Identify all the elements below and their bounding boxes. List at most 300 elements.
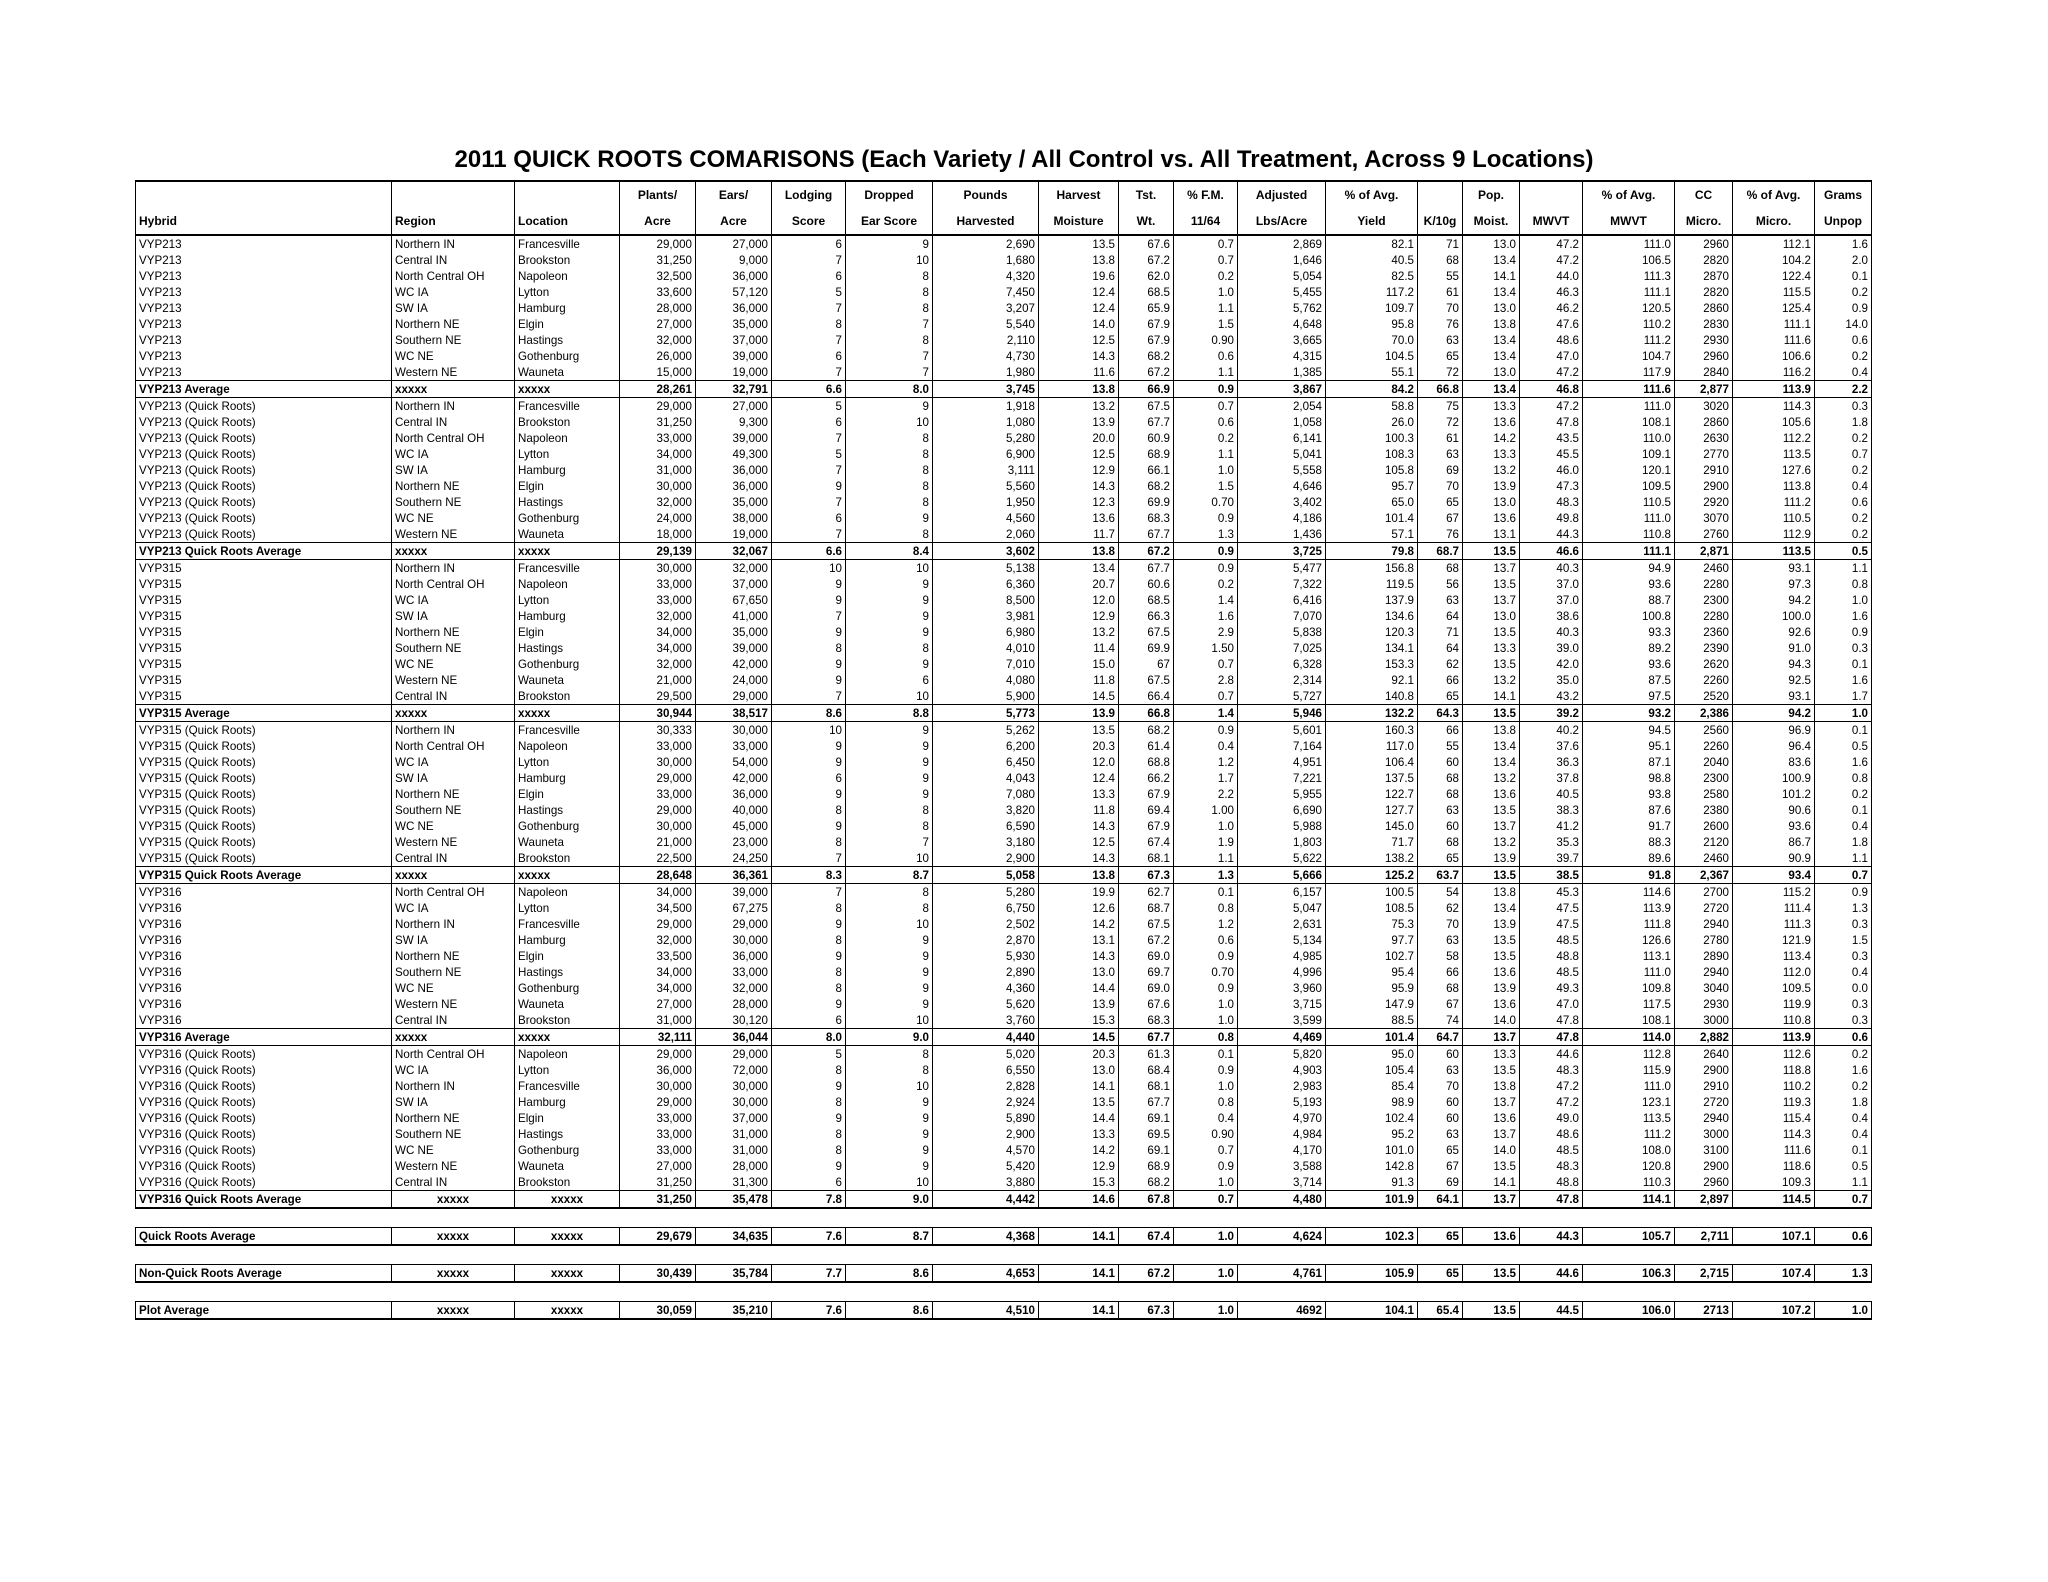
cell-grams-unpop: 0.1: [1815, 268, 1872, 284]
cell-harvest-moisture: 12.9: [1039, 462, 1119, 478]
cell-lodging-score: 7.6: [772, 1228, 846, 1246]
cell-pct-avg-yield: 75.3: [1326, 916, 1418, 932]
cell-pct-avg-yield: 105.9: [1326, 1265, 1418, 1283]
cell-cc-micro: 2580: [1675, 786, 1733, 802]
cell-fm-1164: 1.4: [1174, 705, 1238, 722]
cell-pct-avg-mwvt: 111.0: [1583, 964, 1675, 980]
cell-location: Gothenburg: [515, 656, 620, 672]
cell-cc-micro: 2760: [1675, 526, 1733, 543]
cell-grams-unpop: 1.0: [1815, 705, 1872, 722]
cell-ears-acre: 30,000: [696, 932, 772, 948]
cell-hybrid: VYP315: [136, 608, 392, 624]
cell-pounds-harvested: 2,890: [933, 964, 1039, 980]
cell-test-weight: 67.4: [1119, 1228, 1174, 1246]
cell-ears-acre: 9,300: [696, 414, 772, 430]
average-row: [136, 381, 1872, 398]
cell-adjusted-lbs-acre: 7,164: [1238, 738, 1326, 754]
cell-pct-avg-micro: 96.4: [1733, 738, 1815, 754]
table-row: [136, 1126, 1872, 1142]
cell-location: Hastings: [515, 802, 620, 818]
cell-dropped-ear-score: 9: [846, 1094, 933, 1110]
cell-harvest-moisture: 14.3: [1039, 478, 1119, 494]
cell-lodging-score: 9: [772, 996, 846, 1012]
cell-test-weight: 67.4: [1119, 834, 1174, 850]
cell-location: Elgin: [515, 786, 620, 802]
cell-region: North Central OH: [392, 576, 515, 592]
cell-mwvt: 49.3: [1520, 980, 1583, 996]
cell-pounds-harvested: 4,043: [933, 770, 1039, 786]
cell-lodging-score: 7: [772, 332, 846, 348]
cell-fm-1164: 0.7: [1174, 398, 1238, 415]
average-row: [136, 705, 1872, 722]
cell-pct-avg-micro: 112.0: [1733, 964, 1815, 980]
cell-cc-micro: 2890: [1675, 948, 1733, 964]
cell-k-10g: 70: [1418, 916, 1463, 932]
cell-lodging-score: 6: [772, 235, 846, 252]
cell-harvest-moisture: 14.0: [1039, 316, 1119, 332]
cell-adjusted-lbs-acre: 5,762: [1238, 300, 1326, 316]
cell-adjusted-lbs-acre: 6,157: [1238, 884, 1326, 901]
cell-fm-1164: 1.5: [1174, 478, 1238, 494]
cell-dropped-ear-score: 8: [846, 462, 933, 478]
cell-region: SW IA: [392, 932, 515, 948]
cell-hybrid: VYP315: [136, 640, 392, 656]
cell-mwvt: 47.2: [1520, 235, 1583, 252]
cell-pounds-harvested: 2,502: [933, 916, 1039, 932]
cell-pct-avg-mwvt: 106.0: [1583, 1302, 1675, 1320]
cell-mwvt: 47.0: [1520, 348, 1583, 364]
cell-ears-acre: 35,478: [696, 1191, 772, 1209]
cell-harvest-moisture: 20.7: [1039, 576, 1119, 592]
cell-hybrid: VYP315: [136, 592, 392, 608]
cell-test-weight: 65.9: [1119, 300, 1174, 316]
cell-fm-1164: 1.1: [1174, 446, 1238, 462]
cell-pct-avg-micro: 125.4: [1733, 300, 1815, 316]
cell-ears-acre: 37,000: [696, 576, 772, 592]
cell-pounds-harvested: 2,110: [933, 332, 1039, 348]
cell-location: Napoleon: [515, 268, 620, 284]
cell-pct-avg-micro: 111.2: [1733, 494, 1815, 510]
cell-cc-micro: 2780: [1675, 932, 1733, 948]
cell-grams-unpop: 0.1: [1815, 656, 1872, 672]
cell-grams-unpop: 0.2: [1815, 284, 1872, 300]
cell-mwvt: 47.2: [1520, 1094, 1583, 1110]
cell-grams-unpop: 1.5: [1815, 932, 1872, 948]
cell-ears-acre: 32,000: [696, 560, 772, 577]
cell-adjusted-lbs-acre: 5,041: [1238, 446, 1326, 462]
cell-pounds-harvested: 1,950: [933, 494, 1039, 510]
cell-k-10g: 68.7: [1418, 543, 1463, 560]
cell-lodging-score: 6: [772, 1174, 846, 1191]
cell-pct-avg-micro: 97.3: [1733, 576, 1815, 592]
cell-pct-avg-mwvt: 109.5: [1583, 478, 1675, 494]
cell-pct-avg-yield: 102.7: [1326, 948, 1418, 964]
cell-pounds-harvested: 6,360: [933, 576, 1039, 592]
cell-harvest-moisture: 12.4: [1039, 300, 1119, 316]
column-header-pct-avg-yield: Yield: [1326, 208, 1418, 235]
cell-pct-avg-mwvt: 110.2: [1583, 316, 1675, 332]
cell-fm-1164: 1.00: [1174, 802, 1238, 818]
cell-location: Brookston: [515, 850, 620, 867]
cell-location: Gothenburg: [515, 818, 620, 834]
cell-pct-avg-yield: 92.1: [1326, 672, 1418, 688]
cell-pct-avg-micro: 94.2: [1733, 705, 1815, 722]
cell-fm-1164: 1.0: [1174, 1174, 1238, 1191]
cell-lodging-score: 7.6: [772, 1302, 846, 1320]
cell-lodging-score: 8: [772, 964, 846, 980]
cell-dropped-ear-score: 8: [846, 268, 933, 284]
cell-grams-unpop: 0.9: [1815, 884, 1872, 901]
cell-ears-acre: 36,000: [696, 300, 772, 316]
cell-dropped-ear-score: 9: [846, 656, 933, 672]
cell-harvest-moisture: 14.5: [1039, 1029, 1119, 1046]
cell-test-weight: 66.2: [1119, 770, 1174, 786]
cell-region: Northern IN: [392, 560, 515, 577]
cell-pct-avg-micro: 110.5: [1733, 510, 1815, 526]
cell-k-10g: 63: [1418, 1062, 1463, 1078]
cell-location: xxxxx: [515, 705, 620, 722]
cell-dropped-ear-score: 9: [846, 1158, 933, 1174]
cell-k-10g: 70: [1418, 478, 1463, 494]
cell-hybrid: VYP213 (Quick Roots): [136, 526, 392, 543]
cell-fm-1164: 0.8: [1174, 900, 1238, 916]
cell-grams-unpop: 1.6: [1815, 235, 1872, 252]
cell-pounds-harvested: 4,320: [933, 268, 1039, 284]
column-header-hybrid: [136, 181, 392, 208]
cell-test-weight: 67.3: [1119, 867, 1174, 884]
cell-pct-avg-micro: 86.7: [1733, 834, 1815, 850]
cell-hybrid: VYP315 Quick Roots Average: [136, 867, 392, 884]
cell-hybrid: VYP316 Quick Roots Average: [136, 1191, 392, 1209]
cell-lodging-score: 8.3: [772, 867, 846, 884]
table-row: [136, 640, 1872, 656]
cell-pounds-harvested: 8,500: [933, 592, 1039, 608]
cell-test-weight: 67.7: [1119, 1029, 1174, 1046]
cell-pct-avg-micro: 93.1: [1733, 688, 1815, 705]
cell-harvest-moisture: 13.9: [1039, 705, 1119, 722]
cell-lodging-score: 9: [772, 738, 846, 754]
cell-adjusted-lbs-acre: 6,416: [1238, 592, 1326, 608]
cell-dropped-ear-score: 10: [846, 916, 933, 932]
cell-location: Brookston: [515, 1012, 620, 1029]
cell-region: WC IA: [392, 592, 515, 608]
cell-k-10g: 68: [1418, 834, 1463, 850]
cell-cc-micro: 2900: [1675, 478, 1733, 494]
cell-pct-avg-mwvt: 113.5: [1583, 1110, 1675, 1126]
cell-test-weight: 69.1: [1119, 1142, 1174, 1158]
cell-cc-micro: 2,715: [1675, 1265, 1733, 1283]
table-row: [136, 608, 1872, 624]
cell-plants-acre: 32,500: [620, 268, 696, 284]
cell-cc-micro: 3000: [1675, 1012, 1733, 1029]
cell-pounds-harvested: 2,870: [933, 932, 1039, 948]
cell-pct-avg-micro: 92.5: [1733, 672, 1815, 688]
cell-k-10g: 65.4: [1418, 1302, 1463, 1320]
cell-pct-avg-yield: 65.0: [1326, 494, 1418, 510]
cell-pct-avg-mwvt: 106.3: [1583, 1265, 1675, 1283]
cell-fm-1164: 0.7: [1174, 1191, 1238, 1209]
cell-fm-1164: 0.2: [1174, 268, 1238, 284]
cell-grams-unpop: 0.3: [1815, 916, 1872, 932]
cell-ears-acre: 27,000: [696, 235, 772, 252]
cell-pct-avg-mwvt: 120.5: [1583, 300, 1675, 316]
cell-hybrid: VYP315 (Quick Roots): [136, 722, 392, 739]
cell-ears-acre: 42,000: [696, 656, 772, 672]
cell-adjusted-lbs-acre: 4,469: [1238, 1029, 1326, 1046]
cell-k-10g: 63.7: [1418, 867, 1463, 884]
cell-region: Central IN: [392, 850, 515, 867]
cell-location: Hastings: [515, 640, 620, 656]
cell-adjusted-lbs-acre: 3,714: [1238, 1174, 1326, 1191]
cell-pop-moist: 13.4: [1463, 332, 1520, 348]
cell-k-10g: 69: [1418, 462, 1463, 478]
cell-pct-avg-yield: 137.9: [1326, 592, 1418, 608]
cell-ears-acre: 36,044: [696, 1029, 772, 1046]
cell-k-10g: 66.8: [1418, 381, 1463, 398]
table-row: [136, 316, 1872, 332]
cell-pct-avg-yield: 108.3: [1326, 446, 1418, 462]
cell-harvest-moisture: 12.5: [1039, 834, 1119, 850]
cell-pop-moist: 13.4: [1463, 348, 1520, 364]
cell-fm-1164: 0.1: [1174, 1046, 1238, 1063]
cell-pct-avg-micro: 118.8: [1733, 1062, 1815, 1078]
cell-hybrid: VYP213: [136, 364, 392, 381]
cell-fm-1164: 0.8: [1174, 1029, 1238, 1046]
cell-test-weight: 69.0: [1119, 948, 1174, 964]
column-header-grams-unpop: Unpop: [1815, 208, 1872, 235]
cell-plants-acre: 29,000: [620, 1094, 696, 1110]
cell-harvest-moisture: 13.5: [1039, 722, 1119, 739]
cell-location: Francesville: [515, 1078, 620, 1094]
cell-adjusted-lbs-acre: 7,221: [1238, 770, 1326, 786]
cell-grams-unpop: 0.2: [1815, 526, 1872, 543]
cell-lodging-score: 9: [772, 818, 846, 834]
cell-test-weight: 66.9: [1119, 381, 1174, 398]
cell-pct-avg-mwvt: 117.9: [1583, 364, 1675, 381]
cell-test-weight: 67.7: [1119, 560, 1174, 577]
cell-fm-1164: 1.0: [1174, 818, 1238, 834]
cell-ears-acre: 9,000: [696, 252, 772, 268]
cell-adjusted-lbs-acre: 6,690: [1238, 802, 1326, 818]
cell-k-10g: 60: [1418, 1094, 1463, 1110]
cell-harvest-moisture: 13.8: [1039, 252, 1119, 268]
cell-harvest-moisture: 14.6: [1039, 1191, 1119, 1209]
cell-pounds-harvested: 4,368: [933, 1228, 1039, 1246]
cell-plants-acre: 33,600: [620, 284, 696, 300]
table-row: [136, 430, 1872, 446]
cell-hybrid: VYP316: [136, 996, 392, 1012]
cell-cc-micro: 2,871: [1675, 543, 1733, 560]
cell-mwvt: 37.0: [1520, 592, 1583, 608]
cell-k-10g: 68: [1418, 770, 1463, 786]
cell-dropped-ear-score: 9: [846, 608, 933, 624]
cell-test-weight: 68.1: [1119, 850, 1174, 867]
cell-pop-moist: 13.7: [1463, 560, 1520, 577]
cell-test-weight: 60.9: [1119, 430, 1174, 446]
cell-test-weight: 69.4: [1119, 802, 1174, 818]
cell-harvest-moisture: 15.3: [1039, 1174, 1119, 1191]
cell-k-10g: 54: [1418, 884, 1463, 901]
cell-grams-unpop: 0.9: [1815, 624, 1872, 640]
cell-hybrid: VYP315 (Quick Roots): [136, 738, 392, 754]
table-row: [136, 332, 1872, 348]
cell-lodging-score: 6.6: [772, 381, 846, 398]
cell-hybrid: VYP315 (Quick Roots): [136, 834, 392, 850]
cell-pop-moist: 14.0: [1463, 1142, 1520, 1158]
cell-cc-micro: 3100: [1675, 1142, 1733, 1158]
cell-location: Gothenburg: [515, 1142, 620, 1158]
cell-k-10g: 61: [1418, 430, 1463, 446]
cell-k-10g: 60: [1418, 1046, 1463, 1063]
cell-location: xxxxx: [515, 381, 620, 398]
cell-pop-moist: 13.4: [1463, 381, 1520, 398]
cell-test-weight: 68.5: [1119, 592, 1174, 608]
cell-hybrid: VYP213 (Quick Roots): [136, 398, 392, 415]
average-row: [136, 1228, 1872, 1246]
cell-mwvt: 40.2: [1520, 722, 1583, 739]
cell-dropped-ear-score: 9: [846, 754, 933, 770]
cell-harvest-moisture: 13.6: [1039, 510, 1119, 526]
cell-dropped-ear-score: 9: [846, 1126, 933, 1142]
cell-dropped-ear-score: 10: [846, 1012, 933, 1029]
column-header-test-weight: Wt.: [1119, 208, 1174, 235]
cell-pct-avg-mwvt: 120.1: [1583, 462, 1675, 478]
cell-hybrid: VYP316 (Quick Roots): [136, 1174, 392, 1191]
cell-mwvt: 46.6: [1520, 543, 1583, 560]
cell-pct-avg-mwvt: 111.1: [1583, 543, 1675, 560]
cell-pop-moist: 13.6: [1463, 996, 1520, 1012]
cell-harvest-moisture: 12.4: [1039, 284, 1119, 300]
cell-ears-acre: 28,000: [696, 996, 772, 1012]
cell-k-10g: 71: [1418, 235, 1463, 252]
cell-harvest-moisture: 12.5: [1039, 332, 1119, 348]
cell-pct-avg-yield: 117.0: [1326, 738, 1418, 754]
cell-grams-unpop: 0.8: [1815, 576, 1872, 592]
cell-mwvt: 47.3: [1520, 478, 1583, 494]
cell-adjusted-lbs-acre: 4,970: [1238, 1110, 1326, 1126]
cell-pct-avg-mwvt: 94.5: [1583, 722, 1675, 739]
cell-ears-acre: 24,000: [696, 672, 772, 688]
cell-lodging-score: 9: [772, 1110, 846, 1126]
cell-ears-acre: 19,000: [696, 364, 772, 381]
cell-ears-acre: 54,000: [696, 754, 772, 770]
table-row: [136, 688, 1872, 705]
cell-hybrid: VYP213 (Quick Roots): [136, 494, 392, 510]
cell-harvest-moisture: 12.3: [1039, 494, 1119, 510]
cell-test-weight: 67.2: [1119, 932, 1174, 948]
cell-pct-avg-yield: 104.5: [1326, 348, 1418, 364]
cell-mwvt: 48.8: [1520, 948, 1583, 964]
cell-mwvt: 41.2: [1520, 818, 1583, 834]
cell-cc-micro: 2300: [1675, 770, 1733, 786]
cell-lodging-score: 7.7: [772, 1265, 846, 1283]
cell-test-weight: 68.1: [1119, 1078, 1174, 1094]
cell-plants-acre: 29,000: [620, 1046, 696, 1063]
cell-hybrid: VYP315: [136, 656, 392, 672]
column-header-ears-acre: Ears/: [696, 181, 772, 208]
cell-lodging-score: 7: [772, 884, 846, 901]
cell-adjusted-lbs-acre: 3,402: [1238, 494, 1326, 510]
cell-ears-acre: 38,000: [696, 510, 772, 526]
column-header-fm-1164: % F.M.: [1174, 181, 1238, 208]
cell-pounds-harvested: 2,690: [933, 235, 1039, 252]
cell-pct-avg-micro: 113.4: [1733, 948, 1815, 964]
cell-harvest-moisture: 12.9: [1039, 608, 1119, 624]
cell-hybrid: VYP316: [136, 964, 392, 980]
cell-mwvt: 44.5: [1520, 1302, 1583, 1320]
cell-pop-moist: 13.7: [1463, 1126, 1520, 1142]
cell-plants-acre: 32,000: [620, 932, 696, 948]
column-header-mwvt: [1520, 181, 1583, 208]
cell-location: Wauneta: [515, 996, 620, 1012]
cell-pct-avg-micro: 115.4: [1733, 1110, 1815, 1126]
cell-pct-avg-yield: 104.1: [1326, 1302, 1418, 1320]
cell-adjusted-lbs-acre: 5,838: [1238, 624, 1326, 640]
cell-fm-1164: 2.9: [1174, 624, 1238, 640]
cell-test-weight: 68.3: [1119, 510, 1174, 526]
cell-lodging-score: 8: [772, 640, 846, 656]
cell-k-10g: 67: [1418, 510, 1463, 526]
cell-harvest-moisture: 12.5: [1039, 446, 1119, 462]
cell-mwvt: 44.6: [1520, 1265, 1583, 1283]
cell-k-10g: 60: [1418, 754, 1463, 770]
cell-adjusted-lbs-acre: 3,867: [1238, 381, 1326, 398]
cell-region: Southern NE: [392, 332, 515, 348]
cell-ears-acre: 37,000: [696, 1110, 772, 1126]
cell-cc-micro: 3070: [1675, 510, 1733, 526]
cell-k-10g: 66: [1418, 964, 1463, 980]
column-header-dropped-ear-score: Ear Score: [846, 208, 933, 235]
table-row: [136, 1012, 1872, 1029]
cell-pop-moist: 13.2: [1463, 770, 1520, 786]
cell-mwvt: 38.3: [1520, 802, 1583, 818]
cell-grams-unpop: 0.2: [1815, 1046, 1872, 1063]
cell-pct-avg-micro: 121.9: [1733, 932, 1815, 948]
cell-ears-acre: 24,250: [696, 850, 772, 867]
cell-ears-acre: 38,517: [696, 705, 772, 722]
cell-grams-unpop: 1.6: [1815, 672, 1872, 688]
cell-grams-unpop: 0.7: [1815, 446, 1872, 462]
cell-pct-avg-yield: 106.4: [1326, 754, 1418, 770]
cell-lodging-score: 7: [772, 688, 846, 705]
cell-ears-acre: 39,000: [696, 640, 772, 656]
cell-region: Northern IN: [392, 235, 515, 252]
column-header-location: [515, 181, 620, 208]
cell-region: Northern NE: [392, 624, 515, 640]
cell-location: xxxxx: [515, 867, 620, 884]
cell-test-weight: 69.0: [1119, 980, 1174, 996]
cell-k-10g: 72: [1418, 414, 1463, 430]
cell-pounds-harvested: 4,510: [933, 1302, 1039, 1320]
cell-dropped-ear-score: 10: [846, 1078, 933, 1094]
cell-plants-acre: 33,000: [620, 786, 696, 802]
cell-adjusted-lbs-acre: 1,385: [1238, 364, 1326, 381]
cell-adjusted-lbs-acre: 4,480: [1238, 1191, 1326, 1209]
cell-harvest-moisture: 14.3: [1039, 348, 1119, 364]
cell-pct-avg-micro: 112.2: [1733, 430, 1815, 446]
cell-k-10g: 68: [1418, 252, 1463, 268]
cell-test-weight: 69.7: [1119, 964, 1174, 980]
cell-pct-avg-micro: 92.6: [1733, 624, 1815, 640]
cell-lodging-score: 8: [772, 932, 846, 948]
cell-ears-acre: 23,000: [696, 834, 772, 850]
cell-region: North Central OH: [392, 738, 515, 754]
cell-mwvt: 42.0: [1520, 656, 1583, 672]
cell-dropped-ear-score: 9.0: [846, 1029, 933, 1046]
cell-pct-avg-micro: 107.1: [1733, 1228, 1815, 1246]
cell-pct-avg-micro: 112.9: [1733, 526, 1815, 543]
cell-pct-avg-mwvt: 111.3: [1583, 268, 1675, 284]
